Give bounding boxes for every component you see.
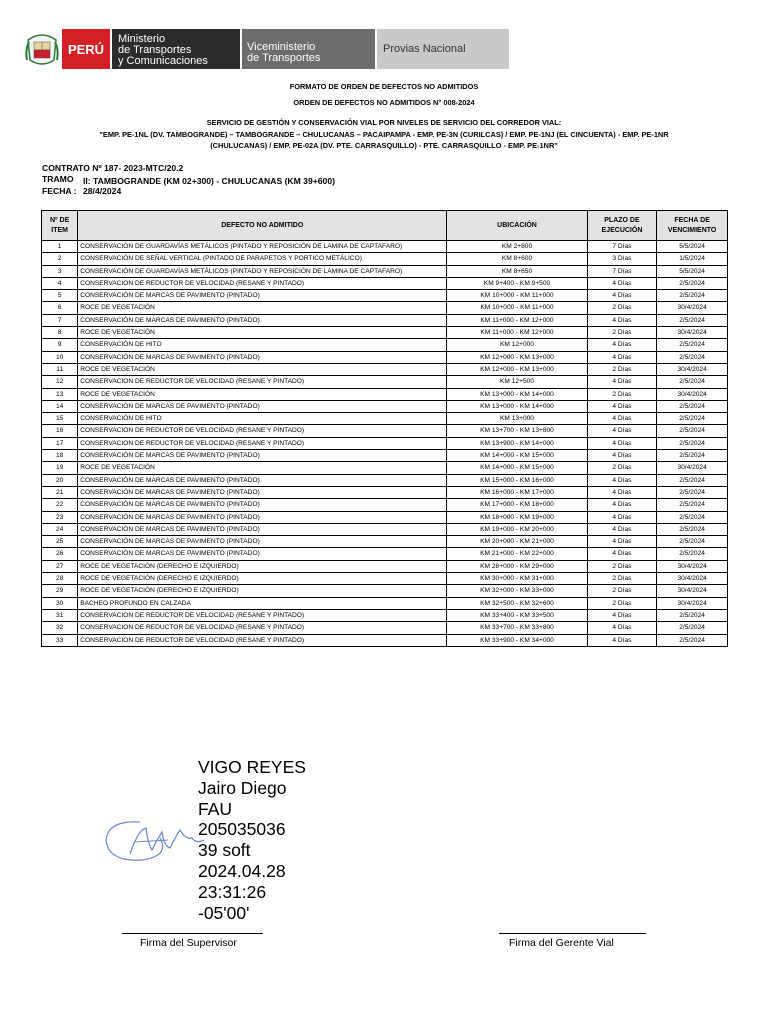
table-row (42, 400, 728, 412)
cell-due-date: 2/5/2024 (657, 425, 728, 437)
col-header-term: PLAZO DE EJECUCIÓN (587, 211, 657, 241)
table-row (42, 585, 728, 597)
cell-due-date: 2/5/2024 (657, 413, 728, 425)
cell-due-date: 2/5/2024 (657, 400, 728, 412)
cell-location: KM 10+000 - KM 11+000 (447, 302, 587, 314)
cell-defect: CONSERVACIÓN DE MARCAS DE PAVIMENTO (PINTADO) (78, 486, 447, 498)
cell-item-number: 11 (42, 363, 78, 375)
cell-item-number: 3 (42, 265, 78, 277)
cell-item-number: 21 (42, 486, 78, 498)
cell-due-date: 2/5/2024 (657, 511, 728, 523)
cell-location: KM 9+400 - KM 9+500 (447, 277, 587, 289)
fecha-value: 28/4/2024 (83, 186, 122, 196)
cell-item-number: 25 (42, 536, 78, 548)
cell-term: 4 Días (587, 314, 657, 326)
cell-due-date: 2/5/2024 (657, 634, 728, 646)
table-row (42, 351, 728, 363)
cell-item-number: 5 (42, 290, 78, 302)
table-row (42, 241, 728, 253)
cell-location: KM 8+600 (447, 253, 587, 265)
cell-location: KM 13+900 - KM 14+000 (447, 437, 587, 449)
cell-location: KM 33+900 - KM 34+000 (447, 634, 587, 646)
table-row (42, 376, 728, 388)
tramo-value: II: TAMBOGRANDE (KM 02+300) - CHULUCANAS (KM 39+600) (83, 176, 335, 186)
cell-defect: CONSERVACIÓN DE MARCAS DE PAVIMENTO (PINTADO) (78, 474, 447, 486)
cell-defect: CONSERVACION DE REDUCTOR DE VELOCIDAD (RESANE Y PINTADO) (78, 634, 447, 646)
cell-defect: CONSERVACIÓN DE HITO (78, 339, 447, 351)
corridor-line-1: "EMP. PE-1NL (DV. TAMBOGRANDE) – TAMBOGRANDE – CHULUCANAS – PACAIPAMPA - EMP. PE-3N (CURILCAS) / EMP. PE-1NJ (EL CINCUENTA) - EMP. PE-1NR (99, 130, 669, 139)
cell-due-date: 2/5/2024 (657, 474, 728, 486)
cell-item-number: 24 (42, 523, 78, 535)
cell-location: KM 19+000 - KM 20+000 (447, 523, 587, 535)
tramo-label: TRAMO (42, 174, 74, 184)
cell-term: 4 Días (587, 486, 657, 498)
cell-defect: CONSERVACIÓN DE MARCAS DE PAVIMENTO (PINTADO) (78, 450, 447, 462)
manager-signature-label: Firma del Gerente Vial (509, 937, 614, 949)
table-row (42, 253, 728, 265)
col-header-due-date: FECHA DE VENCIMIENTO (657, 211, 728, 241)
cell-location: KM 12+000 - KM 13+000 (447, 351, 587, 363)
cell-defect: CONSERVACIÓN DE MARCAS DE PAVIMENTO (PINTADO) (78, 548, 447, 560)
table-row (42, 277, 728, 289)
cell-term: 4 Días (587, 622, 657, 634)
cell-due-date: 2/5/2024 (657, 622, 728, 634)
cell-due-date: 30/4/2024 (657, 560, 728, 572)
col-header-defect: DEFECTO NO ADMITIDO (78, 211, 447, 241)
cell-location: KM 12+000 (447, 339, 587, 351)
table-row (42, 474, 728, 486)
cell-term: 7 Días (587, 265, 657, 277)
cell-due-date: 30/4/2024 (657, 363, 728, 375)
cell-term: 4 Días (587, 536, 657, 548)
order-number: ORDEN DE DEFECTOS NO ADMITIDOS N° 008-2024 (293, 98, 475, 107)
table-row (42, 609, 728, 621)
ministry-label (112, 29, 240, 69)
cell-defect: CONSERVACIÓN DE HITO (78, 413, 447, 425)
cell-location: KM 17+000 - KM 18+000 (447, 499, 587, 511)
signature-line: 2024.04.28 (198, 860, 286, 881)
cell-due-date: 2/5/2024 (657, 609, 728, 621)
cell-term: 2 Días (587, 327, 657, 339)
cell-due-date: 30/4/2024 (657, 327, 728, 339)
table-header-row (42, 211, 728, 241)
viceministry-label (242, 29, 375, 69)
cell-term: 4 Días (587, 277, 657, 289)
signature-line: 205035036 (198, 819, 286, 840)
cell-term: 4 Días (587, 413, 657, 425)
table-row (42, 622, 728, 634)
cell-location: KM 28+000 - KM 29+000 (447, 560, 587, 572)
signature-line: 39 soft (198, 840, 251, 861)
cell-term: 4 Días (587, 499, 657, 511)
cell-term: 2 Días (587, 597, 657, 609)
cell-item-number: 13 (42, 388, 78, 400)
cell-location: KM 15+000 - KM 16+000 (447, 474, 587, 486)
table-row (42, 450, 728, 462)
cell-item-number: 29 (42, 585, 78, 597)
cell-item-number: 8 (42, 327, 78, 339)
cell-location: KM 11+000 - KM 12+000 (447, 314, 587, 326)
cell-defect: CONSERVACIÓN DE MARCAS DE PAVIMENTO (PINTADO) (78, 400, 447, 412)
cell-defect: CONSERVACION DE REDUCTOR DE VELOCIDAD (RESANE Y PINTADO) (78, 609, 447, 621)
viceministry-line-2: de Transportes (247, 52, 321, 64)
cell-item-number: 17 (42, 437, 78, 449)
cell-defect: CONSERVACION DE REDUCTOR DE VELOCIDAD (RESANE Y PINTADO) (78, 425, 447, 437)
cell-due-date: 5/5/2024 (657, 265, 728, 277)
cell-location: KM 2+800 (447, 241, 587, 253)
table-row (42, 265, 728, 277)
cell-term: 2 Días (587, 302, 657, 314)
table-row (42, 425, 728, 437)
table-row (42, 437, 728, 449)
cell-due-date: 30/4/2024 (657, 462, 728, 474)
table-row (42, 327, 728, 339)
ministry-line-2: de Transportes (118, 44, 192, 56)
defects-table (41, 210, 728, 647)
col-header-location: UBICACIÓN (447, 211, 587, 241)
cell-term: 2 Días (587, 363, 657, 375)
fecha-label: FECHA : (42, 186, 77, 196)
cell-location: KM 11+000 - KM 12+000 (447, 327, 587, 339)
cell-defect: ROCE DE VEGETACIÓN (78, 388, 447, 400)
cell-term: 4 Días (587, 609, 657, 621)
cell-due-date: 2/5/2024 (657, 339, 728, 351)
table-row (42, 302, 728, 314)
signature-line: FAU (198, 798, 233, 819)
table-row (42, 597, 728, 609)
table-row (42, 290, 728, 302)
cell-defect: CONSERVACIÓN DE MARCAS DE PAVIMENTO (PINTADO) (78, 314, 447, 326)
cell-term: 4 Días (587, 425, 657, 437)
cell-item-number: 15 (42, 413, 78, 425)
signature-line: -05'00' (198, 902, 250, 923)
cell-location: KM 13+000 (447, 413, 587, 425)
cell-term: 2 Días (587, 560, 657, 572)
cell-location: KM 13+000 - KM 14+000 (447, 400, 587, 412)
cell-due-date: 2/5/2024 (657, 351, 728, 363)
cell-due-date: 2/5/2024 (657, 314, 728, 326)
cell-item-number: 26 (42, 548, 78, 560)
cell-defect: ROCE DE VEGETACIÓN (DERECHO E IZQUIERDO) (78, 585, 447, 597)
table-row (42, 536, 728, 548)
cell-defect: CONSERVACIÓN DE SEÑAL VERTICAL (PINTADO DE PARAPETOS Y PORTICO METÁLICO) (78, 253, 447, 265)
table-row (42, 511, 728, 523)
doc-title: FORMATO DE ORDEN DE DEFECTOS NO ADMITIDOS (289, 82, 479, 91)
cell-defect: CONSERVACIÓN DE GUARDAVÍAS METÁLICOS (PINTADO Y REPOSICIÓN DE LAMINA DE CAPTAFARO) (78, 265, 447, 277)
service-line: SERVICIO DE GESTIÓN Y CONSERVACIÓN VIAL POR NIVELES DE SERVICIO DEL CORREDOR VIAL: (206, 118, 562, 127)
institution-header (24, 29, 509, 69)
table-row (42, 523, 728, 535)
cell-due-date: 2/5/2024 (657, 536, 728, 548)
cell-due-date: 2/5/2024 (657, 277, 728, 289)
cell-item-number: 19 (42, 462, 78, 474)
cell-due-date: 30/4/2024 (657, 388, 728, 400)
cell-defect: ROCE DE VEGETACIÓN (78, 327, 447, 339)
cell-due-date: 2/5/2024 (657, 437, 728, 449)
cell-location: KM 13+000 - KM 14+000 (447, 388, 587, 400)
cell-defect: CONSERVACIÓN DE MARCAS DE PAVIMENTO (PINTADO) (78, 290, 447, 302)
cell-item-number: 23 (42, 511, 78, 523)
cell-due-date: 2/5/2024 (657, 499, 728, 511)
cell-term: 4 Días (587, 450, 657, 462)
cell-defect: CONSERVACION DE REDUCTOR DE VELOCIDAD (RESANE Y PINTADO) (78, 376, 447, 388)
viceministry-line-1: Viceministerio (247, 41, 316, 53)
cell-due-date: 2/5/2024 (657, 548, 728, 560)
cell-due-date: 2/5/2024 (657, 486, 728, 498)
cell-due-date: 2/5/2024 (657, 523, 728, 535)
cell-due-date: 30/4/2024 (657, 585, 728, 597)
cell-term: 4 Días (587, 437, 657, 449)
cell-defect: BACHEO PROFUNDO EN CALZADA (78, 597, 447, 609)
cell-location: KM 14+000 - KM 15+000 (447, 462, 587, 474)
cell-item-number: 10 (42, 351, 78, 363)
cell-item-number: 16 (42, 425, 78, 437)
cell-defect: CONSERVACIÓN DE GUARDAVÍAS METÁLICOS (PINTADO Y REPOSICIÓN DE LAMINA DE CAPTAFARO) (78, 241, 447, 253)
cell-item-number: 33 (42, 634, 78, 646)
cell-item-number: 20 (42, 474, 78, 486)
table-row (42, 413, 728, 425)
table-row (42, 314, 728, 326)
cell-term: 2 Días (587, 573, 657, 585)
cell-location: KM 12+000 - KM 13+000 (447, 363, 587, 375)
table-row (42, 499, 728, 511)
cell-defect: CONSERVACION DE REDUCTOR DE VELOCIDAD (RESANE Y PINTADO) (78, 277, 447, 289)
cell-location: KM 12+500 (447, 376, 587, 388)
cell-location: KM 32+000 - KM 33+000 (447, 585, 587, 597)
cell-defect: CONSERVACIÓN DE MARCAS DE PAVIMENTO (PINTADO) (78, 499, 447, 511)
cell-defect: CONSERVACIÓN DE MARCAS DE PAVIMENTO (PINTADO) (78, 351, 447, 363)
table-row (42, 462, 728, 474)
cell-item-number: 1 (42, 241, 78, 253)
table-row (42, 548, 728, 560)
cell-defect: ROCE DE VEGETACIÓN (78, 462, 447, 474)
cell-location: KM 32+500 - KM 32+600 (447, 597, 587, 609)
cell-due-date: 30/4/2024 (657, 302, 728, 314)
cell-location: KM 16+000 - KM 17+000 (447, 486, 587, 498)
cell-item-number: 14 (42, 400, 78, 412)
cell-item-number: 27 (42, 560, 78, 572)
table-row (42, 634, 728, 646)
contract-number: CONTRATO Nº 187- 2023-MTC/20.2 (42, 163, 184, 173)
cell-item-number: 28 (42, 573, 78, 585)
cell-item-number: 32 (42, 622, 78, 634)
cell-term: 4 Días (587, 339, 657, 351)
cell-term: 4 Días (587, 634, 657, 646)
signature-line: 23:31:26 (198, 881, 267, 902)
cell-term: 4 Días (587, 290, 657, 302)
cell-location: KM 18+000 - KM 19+000 (447, 511, 587, 523)
table-row (42, 339, 728, 351)
manager-signature-line (499, 933, 646, 934)
cell-location: KM 10+000 - KM 11+000 (447, 290, 587, 302)
corridor-line-2: (CHULUCANAS) / EMP. PE-02A (DV. PTE. CARRASQUILLO) - PTE. CARRASQUILLO - EMP. PE-1NR" (210, 141, 558, 150)
cell-due-date: 30/4/2024 (657, 597, 728, 609)
cell-term: 2 Días (587, 585, 657, 597)
cell-defect: CONSERVACIÓN DE MARCAS DE PAVIMENTO (PINTADO) (78, 523, 447, 535)
cell-defect: CONSERVACION DE REDUCTOR DE VELOCIDAD (RESANE Y PINTADO) (78, 622, 447, 634)
cell-due-date: 5/5/2024 (657, 241, 728, 253)
cell-term: 3 Días (587, 253, 657, 265)
cell-item-number: 12 (42, 376, 78, 388)
cell-item-number: 9 (42, 339, 78, 351)
cell-location: KM 8+650 (447, 265, 587, 277)
cell-term: 2 Días (587, 462, 657, 474)
cell-due-date: 2/5/2024 (657, 376, 728, 388)
cell-due-date: 1/5/2024 (657, 253, 728, 265)
handwritten-signature (100, 810, 210, 875)
cell-item-number: 22 (42, 499, 78, 511)
cell-term: 4 Días (587, 351, 657, 363)
cell-item-number: 7 (42, 314, 78, 326)
supervisor-signature-line (122, 933, 263, 934)
cell-term: 2 Días (587, 388, 657, 400)
table-row (42, 560, 728, 572)
cell-term: 4 Días (587, 511, 657, 523)
cell-due-date: 2/5/2024 (657, 450, 728, 462)
cell-term: 4 Días (587, 523, 657, 535)
cell-location: KM 13+700 - KM 13+800 (447, 425, 587, 437)
table-row (42, 486, 728, 498)
cell-defect: ROCE DE VEGETACIÓN (DERECHO E IZQUIERDO) (78, 560, 447, 572)
cell-item-number: 2 (42, 253, 78, 265)
cell-term: 4 Días (587, 376, 657, 388)
cell-term: 4 Días (587, 400, 657, 412)
cell-item-number: 4 (42, 277, 78, 289)
peru-badge: PERÚ (62, 29, 110, 69)
cell-item-number: 18 (42, 450, 78, 462)
digital-signature-text (198, 757, 306, 923)
col-header-item: Nº DE ITEM (42, 211, 78, 241)
cell-location: KM 33+700 - KM 33+800 (447, 622, 587, 634)
table-body (42, 241, 728, 647)
ministry-line-1: Ministerio (118, 33, 166, 45)
cell-defect: ROCE DE VEGETACIÓN (78, 363, 447, 375)
cell-defect: CONSERVACION DE REDUCTOR DE VELOCIDAD (RESANE Y PINTADO) (78, 437, 447, 449)
cell-term: 4 Días (587, 474, 657, 486)
cell-location: KM 14+000 - KM 15+000 (447, 450, 587, 462)
supervisor-signature-label: Firma del Supervisor (140, 937, 237, 949)
coat-of-arms-icon (24, 29, 60, 69)
ministry-line-3: y Comunicaciones (118, 55, 208, 67)
signature-line: Jairo Diego (198, 777, 287, 798)
cell-location: KM 30+000 - KM 31+000 (447, 573, 587, 585)
agency-label: Provias Nacional (377, 29, 509, 69)
cell-defect: CONSERVACIÓN DE MARCAS DE PAVIMENTO (PINTADO) (78, 536, 447, 548)
cell-location: KM 33+400 - KM 33+500 (447, 609, 587, 621)
cell-term: 4 Días (587, 548, 657, 560)
signature-line: VIGO REYES (198, 757, 306, 777)
cell-item-number: 6 (42, 302, 78, 314)
cell-defect: ROCE DE VEGETACIÓN (DERECHO E IZQUIERDO) (78, 573, 447, 585)
cell-defect: CONSERVACIÓN DE MARCAS DE PAVIMENTO (PINTADO) (78, 511, 447, 523)
table-row (42, 363, 728, 375)
cell-due-date: 30/4/2024 (657, 573, 728, 585)
table-row (42, 388, 728, 400)
cell-due-date: 2/5/2024 (657, 290, 728, 302)
cell-location: KM 20+000 - KM 21+000 (447, 536, 587, 548)
cell-item-number: 31 (42, 609, 78, 621)
cell-item-number: 30 (42, 597, 78, 609)
table-row (42, 573, 728, 585)
cell-term: 7 Días (587, 241, 657, 253)
cell-defect: ROCE DE VEGETACIÓN (78, 302, 447, 314)
cell-location: KM 21+000 - KM 22+000 (447, 548, 587, 560)
